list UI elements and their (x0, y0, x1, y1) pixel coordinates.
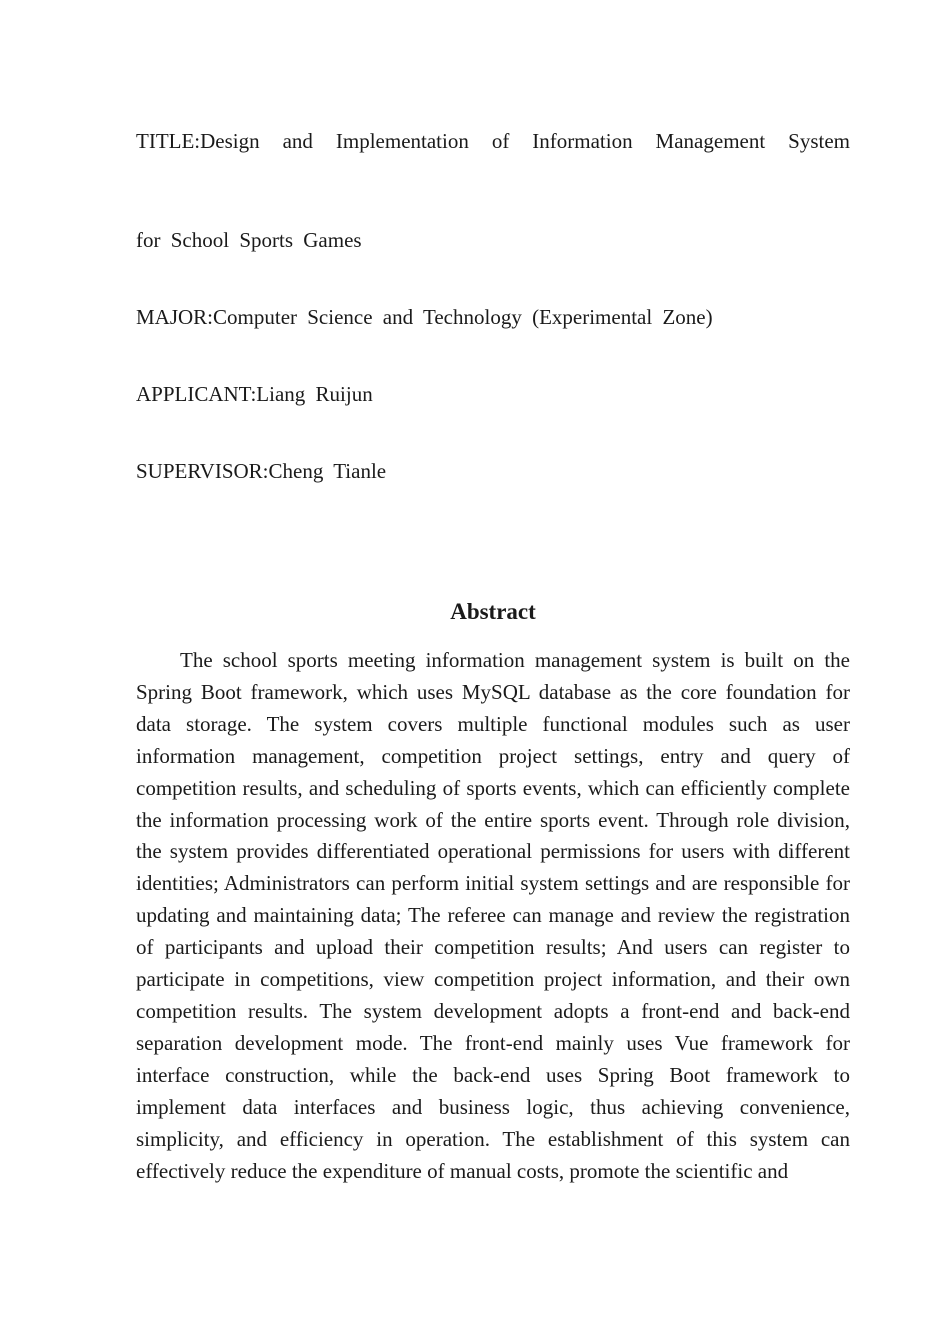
abstract-body: The school sports meeting information management system is built on the Spring Boot framework, which uses MySQL database as the core foundation for data storage. The system covers multiple functional modules such as user information management, competition project settings, entry and query of competition results, and scheduling of sports events, which can efficiently complete the information processing work of the entire sports event. Through role division, the system provides differentiated operational permissions for users with different identities; Administrators can perform initial system settings and are responsible for updating and maintaining data; The referee can manage and review the registration of participants and upload their competition results; And users can register to participate in competitions, view competition project information, and their own competition results. The system development adopts a front-end and back-end separation development mode. The front-end mainly uses Vue framework for interface construction, while the back-end uses Spring Boot framework to implement data interfaces and business logic, thus achieving convenience, simplicity, and efficiency in operation. The establishment of this system can effectively reduce the expenditure of manual costs, promote the scientific and (136, 648, 850, 1183)
thesis-major: MAJOR:Computer Science and Technology (Experimental Zone) (136, 305, 713, 329)
abstract-heading: Abstract (450, 599, 536, 624)
thesis-title-line-1: TITLE:Design and Implementation of Information Management System (136, 129, 850, 153)
thesis-supervisor: SUPERVISOR:Cheng Tianle (136, 459, 387, 483)
thesis-title-line-2: for School Sports Games (136, 228, 362, 252)
thesis-applicant: APPLICANT:Liang Ruijun (136, 382, 373, 406)
